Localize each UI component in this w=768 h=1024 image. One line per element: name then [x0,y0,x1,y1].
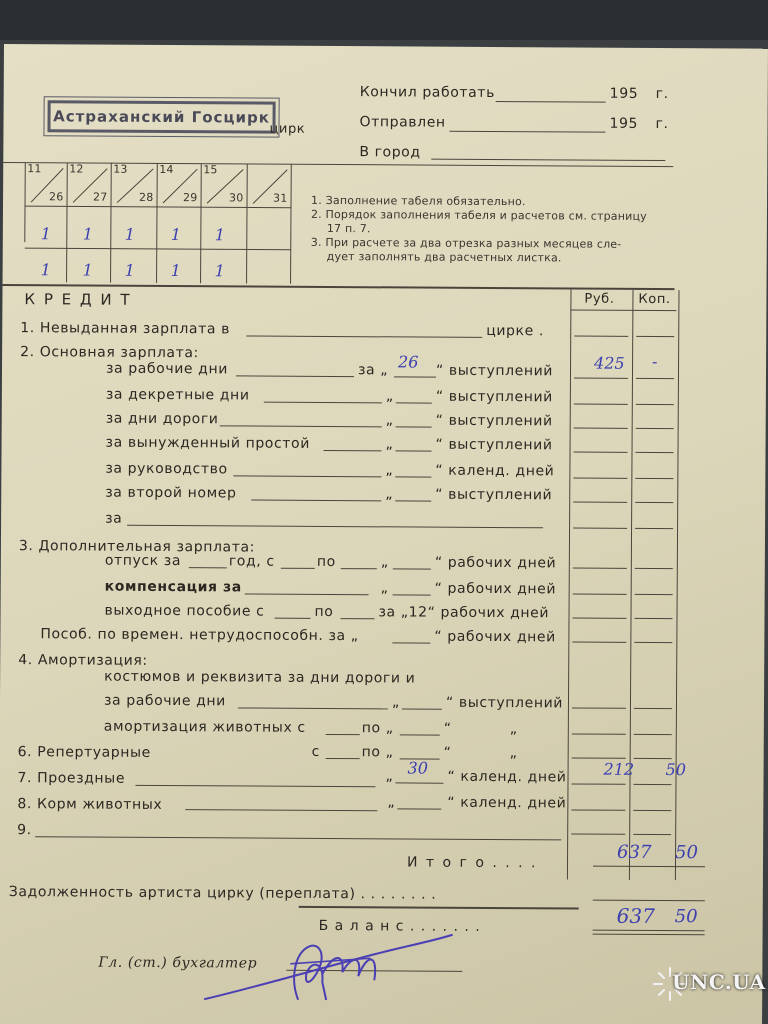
line-6-label: 6. Репертуарные [17,744,151,761]
balance-rub: 637 [616,903,655,928]
line-2-label: 2. Основная зарплата: [20,344,199,362]
day-15: 15 [203,163,218,177]
note-3: 3. При расчете за два отрезка разных месяцев сле- [310,235,622,251]
base-kop: - [652,351,658,371]
day-28: 28 [139,190,154,204]
finished-year: 195 [609,85,639,102]
rub-header: Руб. [584,291,615,307]
day-14: 14 [159,162,174,177]
line-1-label: 1. Невыданная зарплата в [20,320,231,338]
travel-rub: 212 [603,759,635,779]
accountant-signature [194,903,455,1015]
circus-suffix: цирк [269,121,306,137]
money-column-lines [4,44,768,49]
sent-label: Отправлен [359,114,446,131]
travel-days: 30 [407,758,429,778]
sent-year: 195 [609,115,639,132]
city-label: В город [359,144,421,161]
travel-kop: 50 [665,760,686,780]
note-3-cont: дует заполнять два расчетных листка. [326,249,562,265]
circus-stamp: Астраханский Госцирк [47,100,275,133]
watermark-text: UNC.UA [672,970,766,994]
day-29: 29 [183,191,198,205]
kop-header: Коп. [638,291,671,308]
tally-mark: 1 [214,261,225,281]
tally-mark: 1 [170,225,182,245]
day-30: 30 [229,191,244,205]
debt-label: Задолженность артиста цирку (переплата) . . . . . . . . [8,884,437,903]
tally-mark: 1 [82,260,93,280]
credit-title: К Р Е Д И Т [24,290,132,309]
day-11: 11 [27,162,42,176]
line-4-label: 4. Амортизация: [18,652,148,669]
balance-kop: 50 [674,906,698,928]
accountant-label: Гл. (ст.) бухгалтер [98,954,258,972]
tally-mark: 1 [82,224,94,244]
tally-mark: 1 [124,260,135,280]
tally-mark: 1 [124,224,136,244]
base-rub: 425 [594,353,625,373]
note-2-cont: 17 п. 7. [326,221,371,236]
tally-mark: 1 [214,225,226,245]
day-31: 31 [273,191,288,205]
day-12: 12 [69,162,84,176]
day-27: 27 [93,190,108,204]
total-label: И т о г о . . . . [406,854,538,872]
line-8-label: 8. Корм животных [17,796,163,813]
finished-label: Кончил работать [359,84,495,101]
tally-mark: 1 [170,261,181,281]
day-26: 26 [49,190,64,204]
day-grid [3,162,304,286]
balance-label: Б а л а н с . . . . . . . [318,917,481,935]
timesheet-page: Астраханский Госцирк цирк Кончил работать 195 г. Отправлен 195 г. В город 11 12 13 14 15 26 27 28 29 30 31 1 1 1 1 1 1 1 1 1 1 1. Заполнение табеля обязательно. 2. Порядок заполнения табеля и расчетов см. страницу 17 п. 7. 3. При расчете за два отрезка разных месяцев сле- дует заполнять два расчетных листка. К Р Е Д И Т Руб. Коп. 1. Невыданная зарплата в цирке . 2. Основная зарплата: за рабочие дни за „ 26 “ выступлений 425 - за декретные дни „ “ выступлений за дни дороги „ “ выступлений за вынужденный простой „ “ выступлений за руководство „ “ календ. дней за второй номер „ “ выступлений за 3. Дополнительная зарплата: отпуск за год, с по „ “ рабочих дней компенсация за „ “ рабочих дней выходное пособие с по за „12“ рабочих дней Пособ. по времен. нетрудоспособн. за „ “ рабочих дней 4. Амортизация: костюмов и реквизита за дни дороги и за рабочие дни „ “ выступлений амортизация животных с по „ “ „ 6. Репертуарные с по „ “ „ 7. Проездные „ 30 “ календ. дней 212 50 8. Корм животных „ “ календ. дней 9. И т о г о . . . . 637 50 Задолженность артиста цирку (переплата) . . . . . . . . Б а л а н с . . . . . . . 637 50 Гл. (ст.) бухгалтер [0,44,768,1024]
line-7-label: 7. Проездные [17,770,126,787]
total-rub: 637 [617,841,652,863]
tally-mark: 1 [40,260,51,280]
line-9-label: 9. [17,822,32,839]
note-1: 1. Заполнение табеля обязательно. [311,193,526,209]
total-kop: 50 [675,842,699,864]
line-3-label: 3. Дополнительная зарплата: [18,538,256,556]
tally-mark: 1 [40,224,52,244]
note-2: 2. Порядок заполнения табеля и расчетов см. страницу [310,207,647,223]
days-worked: 26 [398,352,419,372]
day-13: 13 [113,162,128,176]
